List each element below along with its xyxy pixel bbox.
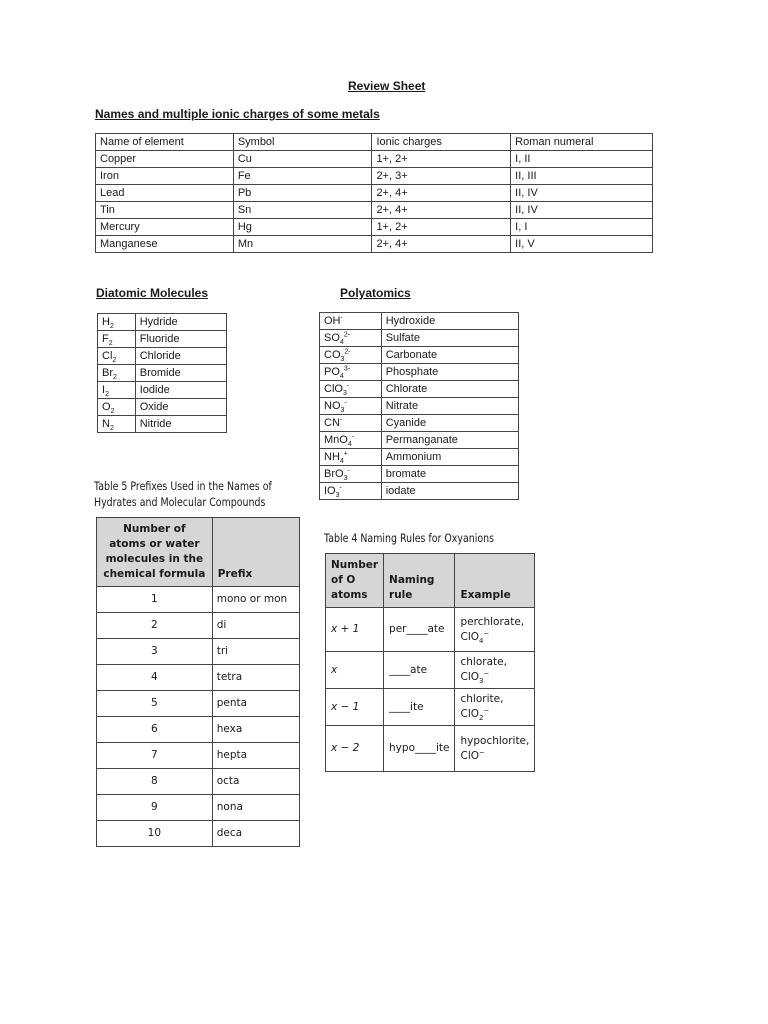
count-cell: 3 [97,639,213,665]
table-row [320,432,519,449]
table5-caption-line1: Table 5 Prefixes Used in the Names of [94,479,272,493]
header-line: Number [331,559,379,571]
table-cell: 1+, 2+ [372,151,511,168]
table-row [97,587,300,613]
table-cell: 1+, 2+ [372,219,511,236]
count-cell: 8 [97,769,213,795]
oxygen-count-cell: x − 1 [326,689,384,726]
table4-caption: Table 4 Naming Rules for Oxyanions [324,531,495,545]
table-row [326,652,535,689]
table-header-row [97,518,300,587]
table-row [97,717,300,743]
table-cell: 2+, 3+ [372,168,511,185]
header-line: Naming [389,574,435,586]
table-row [320,483,519,500]
table-cell: Hg [233,219,372,236]
header-line: atoms or water [109,538,200,550]
ion-name-cell: Hydroxide [381,313,518,330]
count-cell: 2 [97,613,213,639]
table-row [97,769,300,795]
oxygen-count-cell: x + 1 [326,608,384,652]
naming-rule-cell: hypo____ite [384,726,455,772]
table-row [320,364,519,381]
ion-name-cell: Ammonium [381,449,518,466]
oxygen-count-cell: x − 2 [326,726,384,772]
table-row [98,314,227,331]
table-row [96,202,653,219]
table-row [98,365,227,382]
diatomic-table [97,313,227,433]
table-cell: II, IV [511,185,653,202]
prefix-cell: nona [212,795,299,821]
name-cell: Hydride [135,314,226,331]
table-cell: I, I [511,219,653,236]
prefix-column-header: Prefix [212,518,299,587]
table-row [326,689,535,726]
header-line: Number of [123,523,186,535]
name-cell: Bromide [135,365,226,382]
table-row [97,795,300,821]
ion-formula-cell: ClO$_3$- [320,381,382,398]
table5-caption-line2: Hydrates and Molecular Compounds [94,495,266,509]
table-row [320,330,519,347]
ion-name-cell: bromate [381,466,518,483]
table-row [96,219,653,236]
table-row [96,168,653,185]
table-cell: II, V [511,236,653,253]
ion-name-cell: Sulfate [381,330,518,347]
prefix-cell: hepta [212,743,299,769]
ion-name-cell: Carbonate [381,347,518,364]
oxygen-count-cell: x [326,652,384,689]
polyatomics-table [319,312,519,500]
table-row [98,399,227,416]
table-cell: Copper [96,151,234,168]
ion-name-cell: Cyanide [381,415,518,432]
prefix-cell: tri [212,639,299,665]
column-header: Ionic charges [372,134,511,151]
table-row [98,348,227,365]
naming-rule-cell: ____ate [384,652,455,689]
example-formula: ClO [460,630,479,643]
table-cell: Mn [233,236,372,253]
ion-name-cell: iodate [381,483,518,500]
name-cell: Fluoride [135,331,226,348]
example-formula: ClO [460,708,479,720]
naming-rule-cell: per____ate [384,608,455,652]
name-cell: Nitride [135,416,226,433]
table-cell: Lead [96,185,234,202]
table-cell: Mercury [96,219,234,236]
diatomic-heading: Diatomic Molecules [96,286,209,300]
count-cell: 7 [97,743,213,769]
metals-heading: Names and multiple ionic charges of some metals [95,107,380,121]
ion-formula-cell: $NO_3^-$ [320,398,382,415]
table-cell: 2+, 4+ [372,185,511,202]
table-row [320,415,519,432]
table-row [96,236,653,253]
table5-caption [94,478,272,510]
count-cell: 5 [97,691,213,717]
table-row [97,665,300,691]
table-row [326,726,535,772]
table-cell: Sn [233,202,372,219]
ion-formula-cell: $SO_4^{2-}$ [320,330,382,347]
prefix-cell: deca [212,821,299,847]
oxyanion-table [325,553,535,772]
table-row [320,466,519,483]
naming-rule-column-header [384,554,455,608]
table-row [96,185,653,202]
table-row [326,608,535,652]
table-row [97,821,300,847]
name-cell: Oxide [135,399,226,416]
count-cell: 1 [97,587,213,613]
example-name: chlorate, [460,656,507,668]
table-row [320,313,519,330]
naming-rule-cell: ____ite [384,689,455,726]
ion-formula-cell: OH- [320,313,382,330]
table-row [97,691,300,717]
formula-cell: $Br_2$ [98,365,136,382]
example-cell: chlorite, ClO$_2$− [455,689,535,726]
table-cell: Tin [96,202,234,219]
table-cell: 2+, 4+ [372,202,511,219]
prefix-cell: penta [212,691,299,717]
table-row [320,381,519,398]
formula-cell: $Cl_2$ [98,348,136,365]
ion-name-cell: Permanganate [381,432,518,449]
ion-name-cell: Nitrate [381,398,518,415]
ion-formula-cell: MnO$_4$- [320,432,382,449]
table-row [97,743,300,769]
ion-formula-cell: $NH_4^+$ [320,449,382,466]
name-cell: Iodide [135,382,226,399]
example-name: perchlorate, [460,615,525,628]
count-cell: 10 [97,821,213,847]
example-name: chlorite, [460,693,504,705]
table-cell: Cu [233,151,372,168]
ion-name-cell: Chlorate [381,381,518,398]
ion-formula-cell: $CO_3^{2-}$ [320,347,382,364]
header-line: of O [331,574,356,586]
formula-cell: $O_2$ [98,399,136,416]
table-header-row [96,134,653,151]
prefix-cell: tetra [212,665,299,691]
ion-formula-cell: BrO$_3$- [320,466,382,483]
example-name: hypochlorite, [460,734,530,747]
oxygen-count-column-header [326,554,384,608]
column-header: Name of element [96,134,234,151]
count-cell: 6 [97,717,213,743]
header-line: rule [389,589,413,601]
table-row [98,382,227,399]
ion-name-cell: Phosphate [381,364,518,381]
table-row [98,331,227,348]
table-row [320,347,519,364]
example-formula: ClO [460,671,479,683]
table-cell: II, IV [511,202,653,219]
prefix-cell: di [212,613,299,639]
header-line: atoms [331,589,368,601]
polyatomics-heading: Polyatomics [340,286,411,300]
metals-table [95,133,653,253]
header-line: chemical formula [103,568,206,580]
example-cell: hypochlorite, ClO− [455,726,535,772]
column-header: Symbol [233,134,372,151]
table-row [320,449,519,466]
ion-formula-cell: $IO_3^-$ [320,483,382,500]
prefix-cell: mono or mon [212,587,299,613]
example-formula: ClO [460,749,479,762]
table-header-row [326,554,535,608]
formula-cell: $F_2$ [98,331,136,348]
header-line: molecules in the [105,553,204,565]
name-cell: Chloride [135,348,226,365]
count-column-header [97,518,213,587]
table-row [96,151,653,168]
prefix-cell: hexa [212,717,299,743]
table-cell: Fe [233,168,372,185]
table-row [97,613,300,639]
table-cell: 2+, 4+ [372,236,511,253]
formula-cell: $I_2$ [98,382,136,399]
formula-cell: $N_2$ [98,416,136,433]
ion-formula-cell: CN- [320,415,382,432]
example-cell: chlorate, ClO$_3$− [455,652,535,689]
example-cell: perchlorate, ClO$_4$− [455,608,535,652]
count-cell: 9 [97,795,213,821]
column-header: Roman numeral [511,134,653,151]
example-column-header: Example [455,554,535,608]
table-cell: I, II [511,151,653,168]
table-cell: Pb [233,185,372,202]
table-cell: Iron [96,168,234,185]
table-cell: Manganese [96,236,234,253]
table-cell: II, III [511,168,653,185]
prefix-cell: octa [212,769,299,795]
page-title: Review Sheet [348,79,426,93]
count-cell: 4 [97,665,213,691]
table-row [98,416,227,433]
ion-formula-cell: $PO_4^{3-}$ [320,364,382,381]
formula-cell: $H_2$ [98,314,136,331]
table-row [97,639,300,665]
table-row [320,398,519,415]
prefix-table [96,517,300,847]
